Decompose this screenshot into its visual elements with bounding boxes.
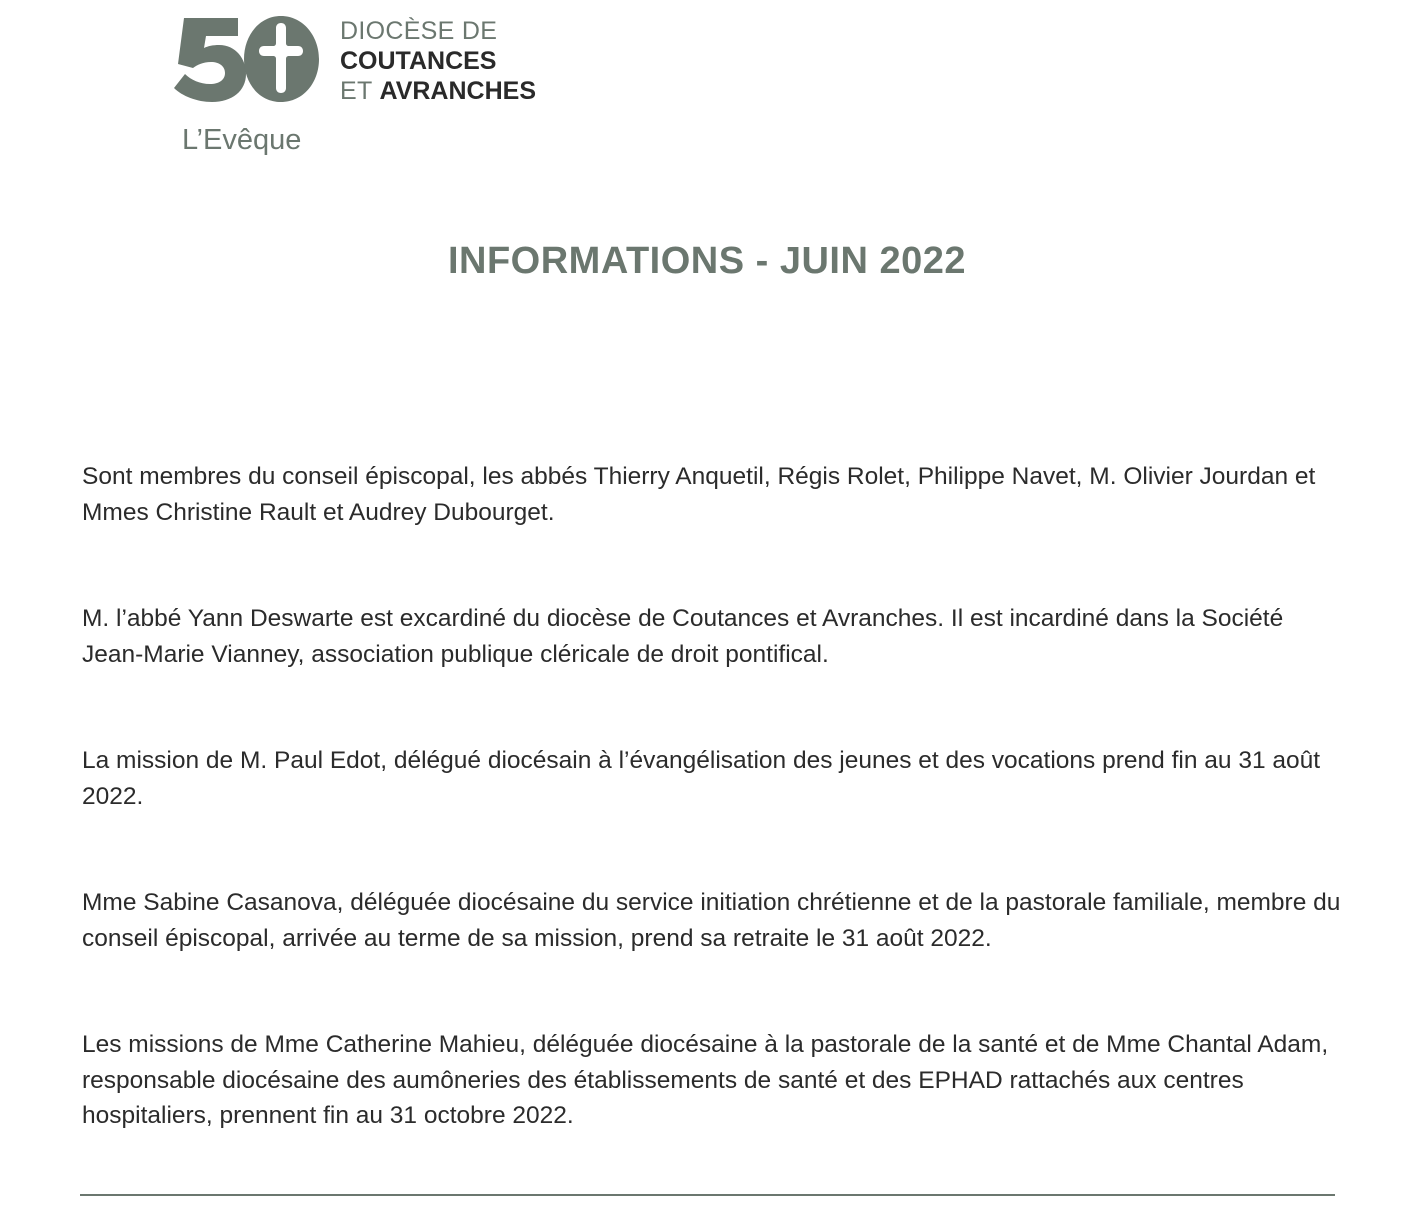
page-title: INFORMATIONS - JUIN 2022 [447,240,967,282]
paragraph-paul-edot: La mission de M. Paul Edot, délégué diocésain à l’évangélisation des jeunes et des vocations prend fin au 31 août 2022. [82,747,1321,810]
logo-line-avranches: AVRANCHES [379,77,536,105]
logo-line-et-avranches [340,76,536,106]
diocese-logo [170,14,536,106]
header-subtitle: L’Evêque [182,124,302,156]
logo-line-coutances: COUTANCES [340,47,497,75]
logo-line-diocese-de: DIOCÈSE DE [340,17,498,45]
logo-line-et: ET [340,77,373,105]
diocese-50-cross-logo-icon [170,14,320,106]
diocese-name [340,16,536,106]
paragraph-mahieu-adam: Les missions de Mme Catherine Mahieu, déléguée diocésaine à la pastorale de la santé et de Mme Chantal Adam, responsable diocésaine des aumôneries des établissements de santé et des EPHAD rattachés aux centres hospitaliers, prennent fin au 31 octobre 2022. [82,1031,1329,1129]
paragraph-sabine-casanova: Mme Sabine Casanova, déléguée diocésaine du service initiation chrétienne et de la pastorale familiale, membre du conseil épiscopal, arrivée au terme de sa mission, prend sa retraite le 31 août 2022. [82,889,1341,952]
document-body [82,459,1342,1205]
paragraph-yann-deswarte: M. l’abbé Yann Deswarte est excardiné du diocèse de Coutances et Avranches. Il est incardiné dans la Société Jean-Marie Vianney, association publique cléricale de droit pontifical. [82,605,1284,668]
paragraph-episcopal-council: Sont membres du conseil épiscopal, les abbés Thierry Anquetil, Régis Rolet, Philippe Navet, M. Olivier Jourdan et Mmes Christine Rault et Audrey Dubourget. [82,463,1316,526]
footer-divider [80,1194,1335,1196]
